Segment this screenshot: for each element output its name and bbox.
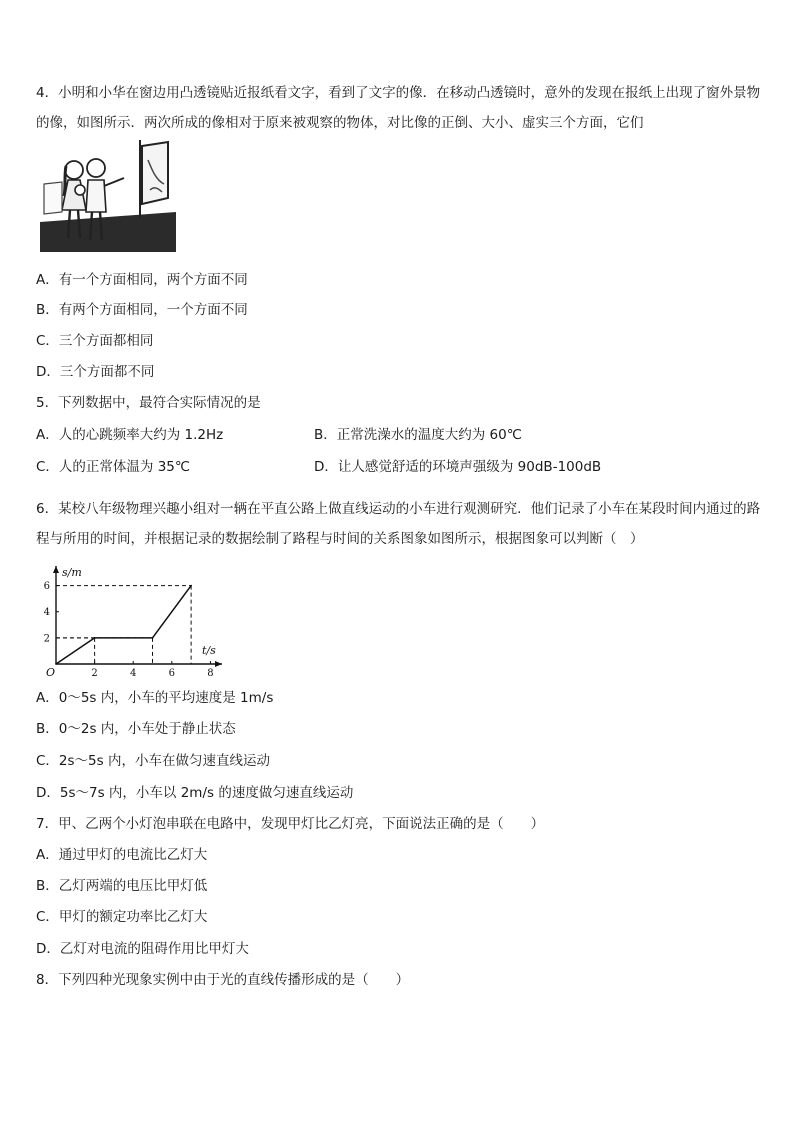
origin-label: O bbox=[46, 666, 56, 678]
y-axis-label: s/m bbox=[62, 566, 82, 579]
y-tick-label: 4 bbox=[43, 607, 50, 619]
question-5-stem: 5．下列数据中，最符合实际情况的是 bbox=[36, 395, 261, 411]
question-4-option-a[interactable]: A．有一个方面相同，两个方面不同 bbox=[36, 272, 248, 288]
data-point bbox=[152, 637, 154, 639]
y-axis-arrow bbox=[53, 566, 59, 573]
x-axis-arrow bbox=[215, 661, 222, 667]
question-5-option-a[interactable]: A．人的心跳频率大约为 1.2Hz bbox=[36, 427, 224, 443]
question-7-option-c[interactable]: C．甲灯的额定功率比乙灯大 bbox=[36, 909, 208, 925]
distance-time-line bbox=[56, 586, 191, 664]
question-7-option-a[interactable]: A．通过甲灯的电流比乙灯大 bbox=[36, 847, 208, 863]
lens-observation-illustration bbox=[40, 140, 176, 252]
question-4-option-d[interactable]: D．三个方面都不同 bbox=[36, 364, 155, 380]
question-6-option-d[interactable]: D．5s～7s 内，小车以 2m/s 的速度做匀速直线运动 bbox=[36, 785, 354, 801]
data-point bbox=[190, 585, 192, 587]
question-6-option-c[interactable]: C．2s～5s 内，小车在做匀速直线运动 bbox=[36, 753, 270, 769]
x-axis-label: t/s bbox=[202, 644, 216, 657]
data-point bbox=[94, 637, 96, 639]
question-5-option-c[interactable]: C．人的正常体温为 35℃ bbox=[36, 459, 191, 475]
question-6-option-a[interactable]: A．0～5s 内，小车的平均速度是 1m/s bbox=[36, 690, 274, 706]
x-tick-label: 4 bbox=[130, 668, 137, 678]
y-tick-label: 6 bbox=[43, 581, 50, 593]
x-tick-label: 2 bbox=[91, 668, 98, 678]
question-5-option-d[interactable]: D．让人感觉舒适的环境声强级为 90dB-100dB bbox=[314, 459, 602, 475]
question-4-option-c[interactable]: C．三个方面都相同 bbox=[36, 333, 154, 349]
x-tick-label: 6 bbox=[168, 668, 176, 678]
question-6-option-b[interactable]: B．0～2s 内，小车处于静止状态 bbox=[36, 721, 236, 737]
question-5-option-b[interactable]: B．正常洗澡水的温度大约为 60℃ bbox=[314, 427, 522, 443]
question-7-option-b[interactable]: B．乙灯两端的电压比甲灯低 bbox=[36, 878, 208, 894]
question-6-stem: 6．某校八年级物理兴趣小组对一辆在平直公路上做直线运动的小车进行观测研究．他们记录了小车在某段时间内通过的路程与所用的时间，并根据记录的数据绘制了路程与时间的关系图象如图所示，根据图象可以判断（ ） bbox=[36, 501, 761, 547]
x-tick-label: 8 bbox=[207, 668, 214, 678]
data-point bbox=[55, 663, 57, 665]
question-7-stem: 7．甲、乙两个小灯泡串联在电路中，发现甲灯比乙灯亮，下面说法正确的是（ ） bbox=[36, 816, 545, 832]
distance-time-chart bbox=[36, 560, 226, 678]
question-8-stem: 8．下列四种光现象实例中由于光的直线传播形成的是（ ） bbox=[36, 972, 410, 988]
question-4-stem: 4．小明和小华在窗边用凸透镜贴近报纸看文字，看到了文字的像．在移动凸透镜时，意外的发现在报纸上出现了窗外景物的像，如图所示．两次所成的像相对于原来被观察的物体，对比像的正倒、大小、虚实三个方面，它们 bbox=[36, 85, 761, 131]
y-tick-label: 2 bbox=[43, 633, 50, 645]
question-7-option-d[interactable]: D．乙灯对电流的阻碍作用比甲灯大 bbox=[36, 941, 249, 957]
question-4-option-b[interactable]: B．有两个方面相同，一个方面不同 bbox=[36, 302, 248, 318]
